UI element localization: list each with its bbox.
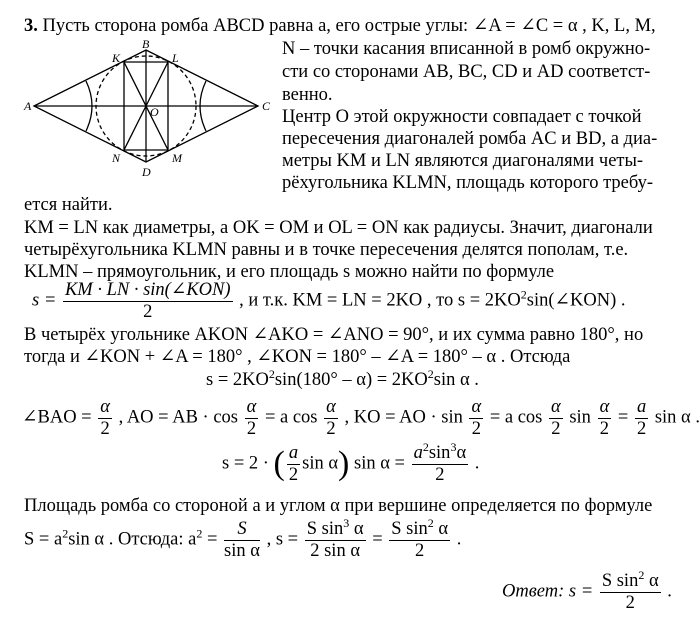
solution-line-2: четырёхугольника KLMN равны и в точке пересечения делятся пополам, т.е. (24, 240, 629, 260)
problem-line-3: сти со сторонами AB, BC, CD и AD соответст- (282, 62, 651, 82)
problem-line-2: N – точки касания вписанной в ромб окружно- (282, 39, 651, 59)
formula-area-klmn: s = $\frac{\text{KM · LN · sin(∠KON)}}{2}$ , и т.к. KM = LN = 2KO , то $s = 2KO^2\sin(\angle KON)$ . (32, 280, 626, 322)
problem-line-9: ется найти. (24, 195, 113, 215)
solution-line-1: KM = LN как диаметры, а OK = OM и OL = ON как радиусы. Значит, диагонали (24, 218, 653, 238)
label-o: O (150, 105, 159, 119)
formula-s-sin: $s = 2KO^2\sin(180^\circ - \alpha) = 2KO^2\sin$ α . (206, 367, 479, 390)
problem-line-6: пересечения диагоналей ромба AC и BD, а диа- (282, 129, 658, 149)
formula-rhombus-area: $S = a^2\sin$ α . Отсюда: $a^2$ = $\frac{S}{\text{sin α}}$ , s = $\frac{S \sin^3 \alpha}{\text{2 sin α}}$ = $\frac{S \sin^2 \alpha}{2}$ . (24, 516, 462, 561)
formula-ao-ko: ∠BAO = $\frac{\alpha}{2}$ , AO = AB · cos $\frac{\alpha}{2}$ = a cos $\frac{\alpha}{2}$ , KO = AO · sin $\frac{\alpha}{2}$ = a cos $\frac{\alpha}{2}$ sin $\frac{\alpha}{2}$ = $\frac{a}{2}$ sin α . (22, 397, 700, 439)
problem-line-4: венно. (282, 85, 333, 105)
label-a: A (24, 99, 32, 113)
solution-line-6: Площадь ромба со стороной a и углом α при вершине определяется по формуле (24, 496, 653, 516)
solution-line-3: KLMN – прямоугольник, и его площадь s можно найти по формуле (24, 262, 555, 282)
problem-line-5: Центр O этой окружности совпадает с точкой (282, 107, 642, 127)
label-m: M (172, 151, 182, 165)
label-b: B (142, 37, 150, 51)
problem-line-8: рёхугольника KLMN, площадь которого требу- (282, 173, 653, 193)
rhombus-figure (22, 38, 278, 186)
label-n: N (112, 151, 121, 165)
problem-number: 3. (24, 16, 38, 36)
formula-s-result: s = 2 · ( $\frac{a}{2}$ sin α) sin α = $\frac{a^2\sin^3\alpha}{2}$ . (222, 440, 480, 485)
label-k: K (112, 51, 121, 65)
solution-line-4: В четырёх угольнике AKON ∠AKO = ∠ANO = 90°, и их сумма равно 180°, но (24, 325, 644, 345)
answer: Ответ: s = $\frac{S \sin^2 \alpha}{2}$ . (502, 568, 672, 613)
problem-line-7: метры KM и LN являются диагоналями четы- (282, 151, 644, 171)
solution-line-5: тогда и ∠KON + ∠A = 180° , ∠KON = 180° – ∠A = 180° – α . Отсюда (24, 347, 571, 367)
problem-line-1: 3. Пусть сторона ромба ABCD равна a, его острые углы: ∠A = ∠C = α , K, L, M, (24, 16, 656, 36)
label-l: L (172, 51, 179, 65)
label-c: C (262, 99, 271, 113)
label-d: D (142, 165, 151, 179)
answer-label: Ответ: (502, 581, 565, 602)
